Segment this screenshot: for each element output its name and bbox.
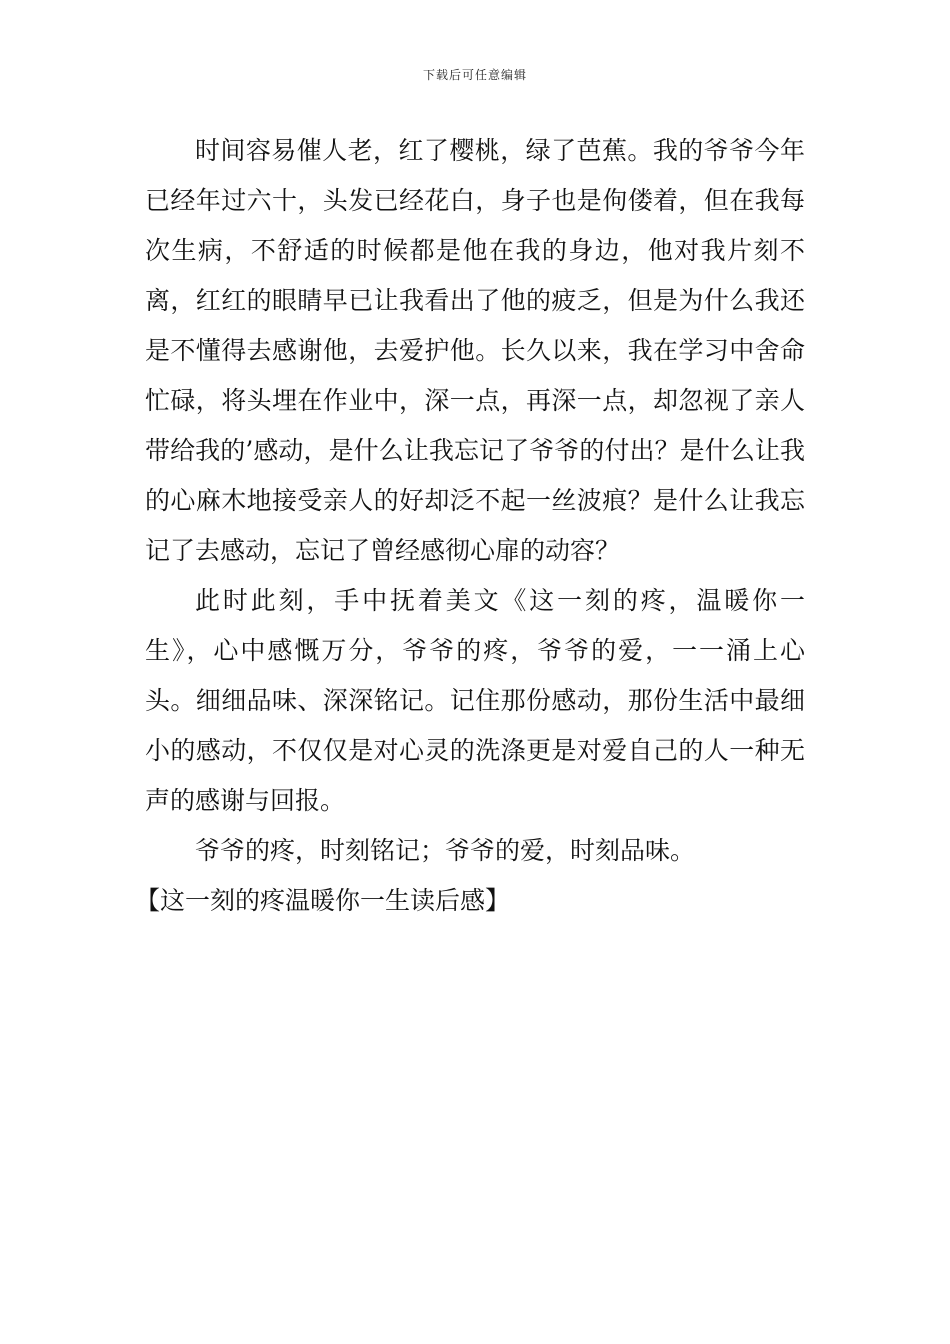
paragraph-3: 爷爷的疼，时刻铭记；爷爷的爱，时刻品味。 bbox=[195, 836, 696, 865]
page-header-note: 下载后可任意编辑 bbox=[422, 68, 527, 82]
paragraph-1: 时间容易催人老，红了樱桃，绿了芭蕉。我的爷爷今年已经年过六十，头发已经花白，身子也是佝偻着，但在我每次生病，不舒适的时候都是他在我的身边，他对我片刻不离，红红的眼睛早已让我看出了他的疲乏，但是为什么我还是不懂得去感谢他，去爱护他。长久以来，我在学习中舍命忙碌，将头埋在作业中，深一点，再深一点，却忽视了亲人带给我的’感动，是什么让我忘记了爷爷的付出？是什么让我的心麻木地接受亲人的好却泛不起一丝波痕？是什么让我忘记了去感动，忘记了曾经感彻心扉的动容？ bbox=[145, 136, 805, 565]
document-body bbox=[135, 126, 805, 926]
paragraph-2: 此时此刻，手中抚着美文《这一刻的疼，温暖你一生》，心中感慨万分，爷爷的疼，爷爷的爱，一一涌上心头。细细品味、深深铭记。记住那份感动，那份生活中最细小的感动，不仅仅是对心灵的洗涤更是对爱自己的人一种无声的感谢与回报。 bbox=[145, 586, 805, 815]
closing-title: 【这一刻的疼温暖你一生读后感】 bbox=[135, 886, 511, 915]
